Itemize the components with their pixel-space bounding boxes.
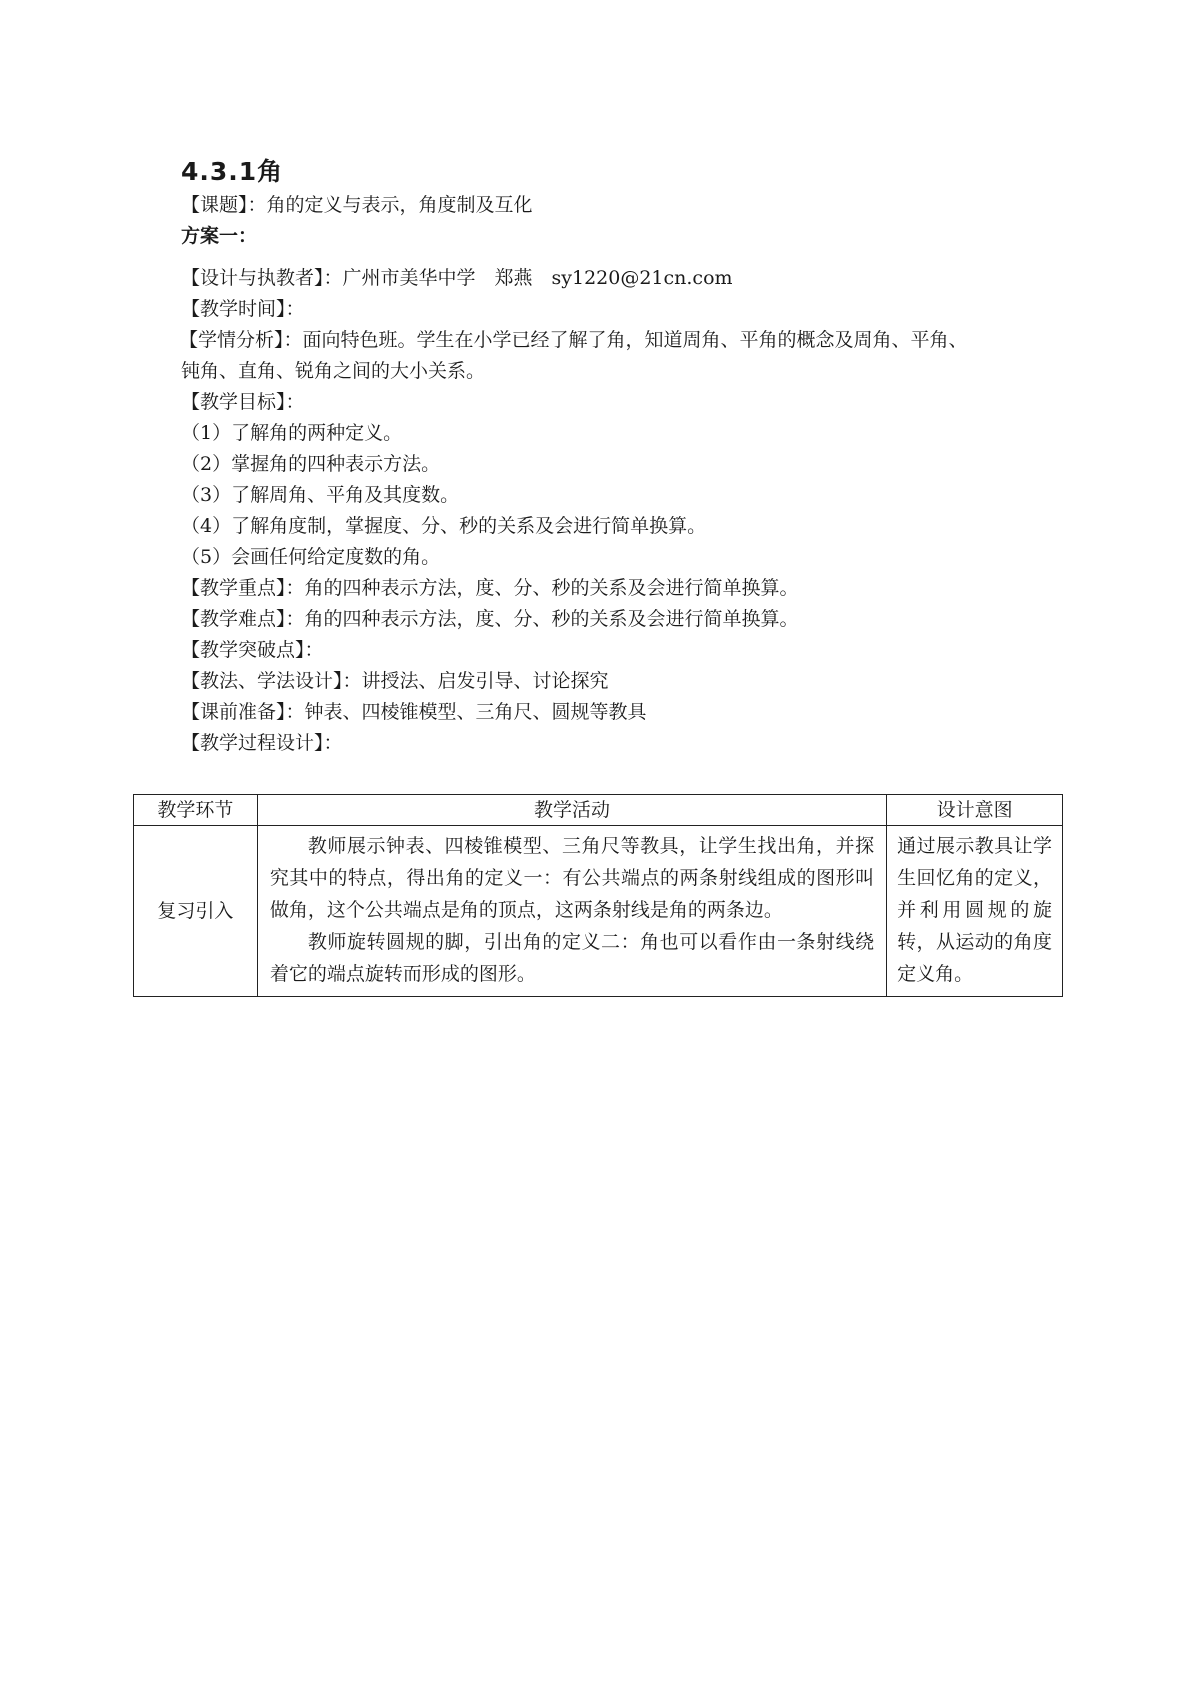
teaching-time-line: 【教学时间】： (181, 298, 305, 320)
header-activity: 教学活动 (257, 795, 886, 826)
topic-line: 【课题】：角的定义与表示，角度制及互化 (181, 194, 533, 216)
objective-item: （3）了解周角、平角及其度数。 (181, 484, 460, 506)
header-stage: 教学环节 (134, 795, 258, 826)
preparation-line: 【课前准备】：钟表、四棱锥模型、三角尺、圆规等教具 (181, 701, 647, 723)
activity-cell (257, 826, 886, 997)
activity-paragraph: 教师展示钟表、四棱锥模型、三角尺等教具，让学生找出角，并探究其中的特点，得出角的定义一：有公共端点的两条射线组成的图形叫做角，这个公共端点是角的顶点，这两条射线是角的两条边。 (269, 835, 875, 921)
stage-cell: 复习引入 (134, 826, 258, 997)
student-analysis-line: 【学情分析】：面向特色班。学生在小学已经了解了角，知道周角、平角的概念及周角、平角、 (179, 329, 968, 351)
designer-line: 【设计与执教者】：广州市美华中学 郑燕 sy1220@21cn.com (181, 267, 733, 289)
objective-item: （5）会画任何给定度数的角。 (181, 546, 441, 568)
plan-heading: 方案一： (181, 225, 258, 247)
table-row (134, 826, 1063, 997)
objective-item: （1）了解角的两种定义。 (181, 422, 403, 444)
objective-item: （2）掌握角的四种表示方法。 (181, 453, 441, 475)
difficult-points-line: 【教学难点】：角的四种表示方法，度、分、秒的关系及会进行简单换算。 (181, 608, 799, 630)
lesson-process-table (133, 794, 1063, 997)
table-header-row (134, 795, 1063, 826)
process-heading: 【教学过程设计】： (181, 732, 343, 754)
header-intent: 设计意图 (887, 795, 1063, 826)
intent-cell: 通过展示教具让学生回忆角的定义，并利用圆规的旋转，从运动的角度定义角。 (887, 826, 1063, 997)
key-points-line: 【教学重点】：角的四种表示方法，度、分、秒的关系及会进行简单换算。 (181, 577, 799, 599)
methods-line: 【教法、学法设计】：讲授法、启发引导、讨论探究 (181, 670, 609, 692)
objective-item: （4）了解角度制，掌握度、分、秒的关系及会进行简单换算。 (181, 515, 707, 537)
breakthrough-line: 【教学突破点】： (181, 639, 324, 661)
page-title: 4.3.1角 (181, 157, 284, 186)
objectives-heading: 【教学目标】： (181, 391, 305, 413)
student-analysis-continuation: 钝角、直角、锐角之间的大小关系。 (181, 360, 486, 382)
lesson-info (181, 190, 1041, 759)
activity-paragraph: 教师旋转圆规的脚，引出角的定义二：角也可以看作由一条射线绕着它的端点旋转而形成的图形。 (269, 931, 875, 985)
